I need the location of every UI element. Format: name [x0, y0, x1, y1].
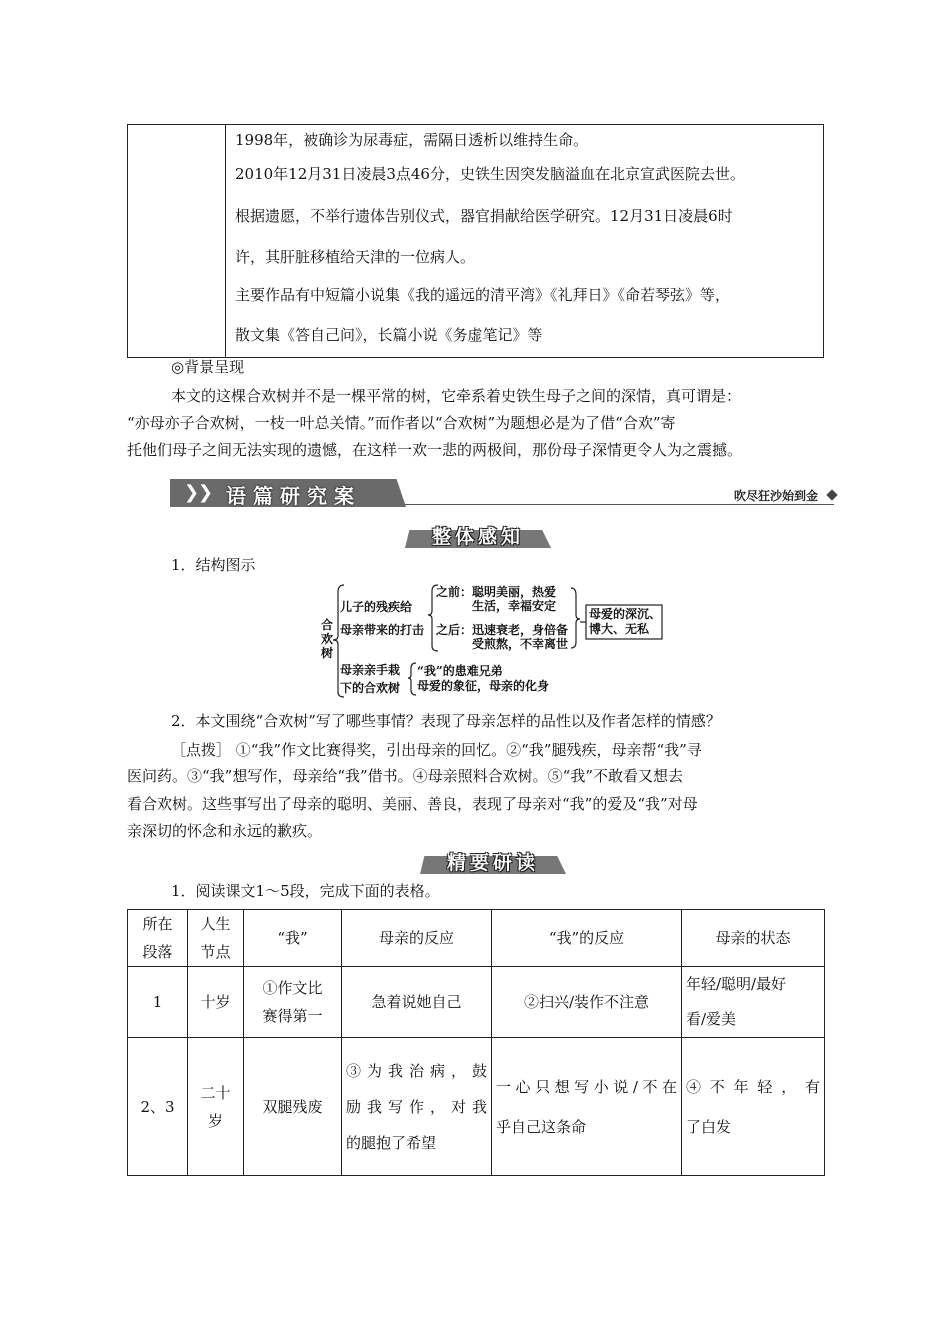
background-line: 托他们母子之间无法实现的遗憾，在这样一欢一悲的两极间，那份母子深情更令人为之震撼。: [127, 441, 743, 459]
cell-text: ②扫兴/装作不注意: [523, 993, 650, 1011]
background-line: “亦母亦子合欢树，一枝一叶总关情。”而作者以“合欢树”为题想必是为了借“合欢”寄: [127, 414, 676, 432]
diagram-branch1: 母亲带来的打击: [340, 623, 425, 637]
diagram-before: 之前：聪明美丽，热爱: [436, 585, 557, 599]
banner-slogan: 吹尽狂沙始到金: [733, 489, 818, 503]
bio-line: 2010年12月31日凌晨3点46分，史铁生因突发脑溢血在北京宣武医院去世。: [235, 165, 745, 183]
subhead-title: 精要研读: [446, 852, 539, 874]
header-text: 所在: [142, 915, 173, 933]
diagram-after: 受煎熬，不幸离世: [472, 637, 569, 651]
diagram-branch1: 儿子的残疾给: [340, 600, 413, 614]
cell-text: 2、3: [140, 1097, 175, 1116]
table-cell: [342, 1038, 492, 1176]
table-header: [244, 910, 342, 967]
diagram-result: 母爱的深沉、: [589, 607, 662, 621]
table-cell: [492, 1038, 682, 1176]
cell-text: 一心只想写小说/不在: [496, 1077, 677, 1096]
table-header: [342, 910, 492, 967]
table-cell: [682, 1038, 825, 1176]
diagram-root-char: 合: [321, 618, 334, 632]
diagram-branch2: 下的合欢树: [340, 681, 401, 695]
table-cell: [244, 1038, 342, 1176]
item-question: 2．本文围绕“合欢树”写了哪些事情？表现了母亲怎样的品性以及作者怎样的情感？: [171, 712, 721, 730]
diagram-symbol: “我”的患难兄弟: [417, 664, 503, 678]
header-text: 人生: [200, 915, 231, 933]
subhead-overall: [405, 522, 551, 548]
diamond-icon: [826, 489, 837, 500]
table-divider: [225, 125, 226, 357]
structure-diagram: [318, 582, 670, 700]
bio-line: 许，其肝脏移植给天津的一位病人。: [235, 248, 476, 266]
cell-text: 看/爱美: [686, 1010, 737, 1028]
table-cell: [128, 1038, 188, 1176]
cell-text: 急着说她自己: [371, 993, 462, 1011]
section-banner: [170, 479, 842, 509]
subhead-reading: [420, 848, 566, 874]
table-header: [188, 910, 244, 967]
table-header: [492, 910, 682, 967]
answer-line: ［点拨］ ①“我”作文比赛得奖，引出母亲的回忆。②“我”腿残疾，母亲帮“我”寻: [171, 741, 702, 759]
cell-text: 赛得第一: [262, 1007, 323, 1025]
background-line: 本文的这棵合欢树并不是一棵平常的树，它牵系着史铁生母子之间的深情，真可谓是：: [171, 387, 742, 405]
background-heading: ◎背景呈现: [171, 358, 245, 376]
bio-line: 散文集《答自己问》，长篇小说《务虚笔记》等: [235, 326, 543, 344]
banner-rule: [370, 504, 834, 505]
cell-text: 岁: [207, 1111, 223, 1130]
answer-line: 亲深切的怀念和永远的歉疚。: [127, 822, 323, 840]
diagram-symbol: 母爱的象征，母亲的化身: [417, 679, 550, 693]
table-cell: [188, 1038, 244, 1176]
table-cell: [188, 967, 244, 1038]
diagram-after: 之后：迅速衰老，身倍备: [436, 623, 569, 637]
banner-title: 语篇研究案: [226, 484, 361, 508]
header-text: 母亲的状态: [715, 929, 791, 947]
table-cell: [682, 967, 825, 1038]
header-text: 节点: [200, 943, 231, 961]
table-header: [682, 910, 825, 967]
table-row: [128, 967, 825, 1038]
bio-line: 根据遗愿，不举行遗体告别仪式，器官捐献给医学研究。12月31日凌晨6时: [235, 207, 733, 225]
cell-text: ③为我治病，鼓: [346, 1061, 487, 1080]
cell-text: 励我写作，对我: [346, 1097, 487, 1116]
table-header: [128, 910, 188, 967]
header-text: “我”: [277, 929, 308, 947]
cell-text: 的腿抱了希望: [346, 1133, 437, 1152]
bio-line: 1998年，被确诊为尿毒症，需隔日透析以维持生命。: [235, 131, 589, 149]
diagram-root: [321, 618, 333, 660]
cell-text: 了白发: [686, 1117, 732, 1136]
header-text: 母亲的反应: [378, 929, 454, 947]
item-reading: 1．阅读课文1～5段，完成下面的表格。: [171, 882, 440, 900]
diagram-root-char: 欢: [321, 632, 334, 646]
reading-table: [127, 909, 825, 1176]
header-text: 段落: [142, 943, 173, 961]
table-row: [128, 1038, 825, 1176]
cell-text: 十岁: [200, 993, 231, 1011]
diagram-result: 博大、无私: [589, 622, 650, 636]
cell-text: ④不年轻，有: [686, 1077, 820, 1096]
cell-text: 二十: [200, 1083, 231, 1102]
bio-table: [127, 124, 824, 358]
answer-line: 看合欢树。这些事写出了母亲的聪明、美丽、善良，表现了母亲对“我”的爱及“我”对母: [127, 795, 698, 813]
cell-text: 乎自己这条命: [496, 1117, 587, 1136]
subhead-title: 整体感知: [431, 526, 524, 548]
cell-text: 双腿残废: [262, 1097, 323, 1116]
table-cell: [244, 967, 342, 1038]
table-cell: [342, 967, 492, 1038]
diagram-branch2: 母亲亲手栽: [340, 663, 401, 677]
answer-line: 医问药。③“我”想写作，母亲给“我”借书。④母亲照料合欢树。⑤“我”不敢看又想去: [127, 767, 684, 785]
table-cell: [128, 967, 188, 1038]
cell-text: ①作文比: [262, 979, 323, 997]
diagram-before: 生活，幸福安定: [472, 599, 557, 613]
chevron-right-icon: ❯: [198, 482, 214, 503]
item-structure: 1．结构图示: [171, 556, 256, 574]
bio-line: 主要作品有中短篇小说集《我的遥远的清平湾》《礼拜日》《命若琴弦》等，: [235, 286, 731, 304]
table-cell: [492, 967, 682, 1038]
diagram-root-char: 树: [321, 646, 334, 660]
header-text: “我”的反应: [548, 929, 625, 947]
table-header-row: [128, 910, 825, 967]
cell-text: 年轻/聪明/最好: [686, 975, 787, 993]
cell-text: 1: [152, 993, 163, 1011]
chevron-right-icon: ❯: [184, 482, 200, 503]
